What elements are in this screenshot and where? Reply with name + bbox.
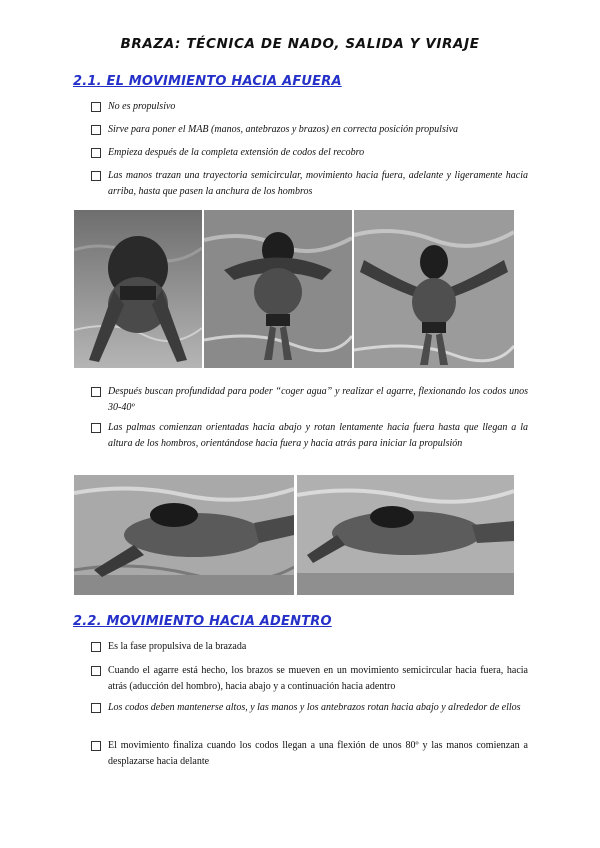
list-item-text: Cuando el agarre está hecho, los brazos se mueven en un movimiento semicircular hacia fuera, hacia atrás (aducción del hombro), hacia abajo y a continuación hacia adentro [108,665,528,692]
swimmer-front-photo-1 [74,210,202,368]
checkbox-icon [91,387,101,397]
checkbox-icon [91,703,101,713]
swimmer-side-photo-1 [74,475,294,595]
checkbox-icon [91,666,101,676]
checkbox-icon [91,102,101,112]
list-item [91,663,528,695]
list-item [91,639,528,655]
list-item-text: Después buscan profundidad para poder “coger agua” y realizar el agarre, flexionando los codos unos 30-40º [108,386,528,413]
list-item-text: No es propulsivo [108,101,176,112]
checkbox-icon [91,125,101,135]
section-heading-2-2: 2.2. MOVIMIENTO HACIA ADENTRO [73,614,332,629]
document-title: BRAZA: TÉCNICA DE NADO, SALIDA Y VIRAJE [120,36,480,52]
list-item [91,145,528,161]
list-item [91,99,528,115]
section-heading-2-1: 2.1. EL MOVIMIENTO HACIA AFUERA [73,74,342,89]
swimmer-side-photo-2 [297,475,514,595]
list-item [91,738,528,770]
list-item [91,700,528,716]
list-item-text: El movimiento finaliza cuando los codos llegan a una flexión de unos 80º y las manos comienzan a desplazarse hacia delante [108,740,528,767]
checkbox-icon [91,741,101,751]
list-item-text: Las palmas comienzan orientadas hacia abajo y rotan lentamente hacia fuera hasta que llegan a la altura de los hombros, orientándose hacia fuera y hacia atrás para iniciar la propulsión [108,422,528,449]
checkbox-icon [91,171,101,181]
list-item-text: Las manos trazan una trayectoria semicircular, movimiento hacia fuera, adelante y ligeramente hacia arriba, hasta que pasen la anchura de los hombros [108,170,528,197]
swimmer-front-photo-3 [354,210,514,368]
list-item-text: Empieza después de la completa extensión de codos del recobro [108,147,365,158]
swimmer-front-photo-2 [204,210,352,368]
list-item-text: Es la fase propulsiva de la brazada [108,641,247,652]
list-item [91,168,528,200]
list-item [91,122,528,138]
list-item [91,420,528,452]
checkbox-icon [91,423,101,433]
checkbox-icon [91,642,101,652]
list-item-text: Sirve para poner el MAB (manos, antebrazos y brazos) en correcta posición propulsiva [108,124,459,135]
list-item-text: Los codos deben mantenerse altos, y las manos y los antebrazos rotan hacia abajo y alrededor de ellos [108,702,521,713]
list-item [91,384,528,416]
checkbox-icon [91,148,101,158]
